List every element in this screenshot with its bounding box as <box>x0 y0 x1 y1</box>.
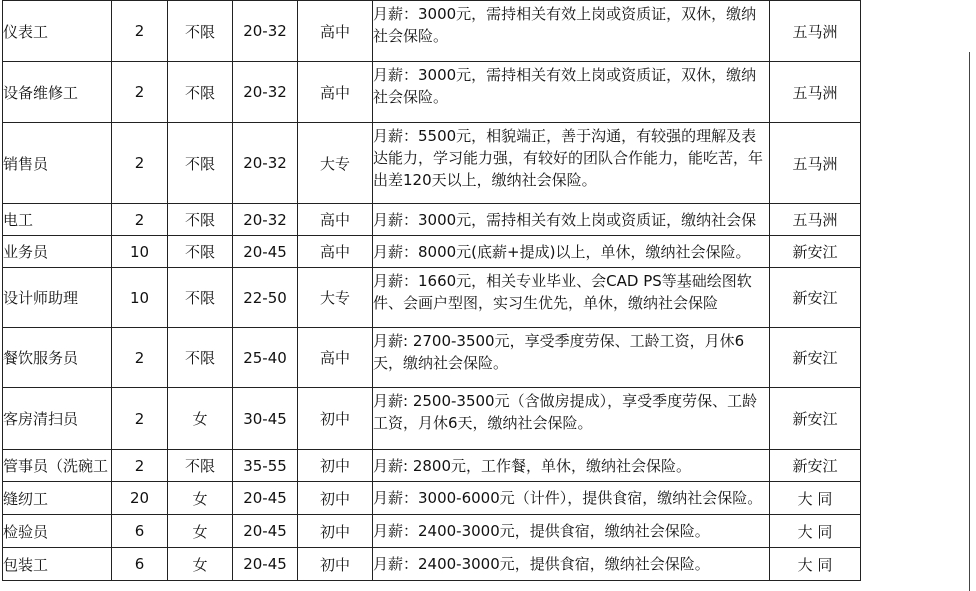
description-cell <box>373 62 770 123</box>
headcount-cell: 6 <box>112 515 168 548</box>
education-cell: 初中 <box>298 388 373 450</box>
headcount-cell: 2 <box>112 388 168 450</box>
description-text: 月薪: 2700-3500元，享受季度劳保、工龄工资，月休6天，缴纳社会保险。 <box>373 332 745 372</box>
age-range-cell: 20-32 <box>233 62 298 123</box>
headcount-cell: 20 <box>112 482 168 515</box>
job-title-cell: 业务员 <box>3 236 112 268</box>
gender-cell: 不限 <box>168 1 233 62</box>
gender-cell: 不限 <box>168 236 233 268</box>
gender-cell: 女 <box>168 548 233 581</box>
gender-cell: 不限 <box>168 328 233 388</box>
description-cell <box>373 123 770 204</box>
education-cell: 大专 <box>298 268 373 328</box>
description-text: 月薪：2400-3000元，提供食宿，缴纳社会保险。 <box>373 555 710 573</box>
description-cell <box>373 236 770 268</box>
education-cell: 初中 <box>298 450 373 482</box>
job-title-cell: 设计师助理 <box>3 268 112 328</box>
job-title-cell: 仪表工 <box>3 1 112 62</box>
education-cell: 高中 <box>298 236 373 268</box>
education-cell: 初中 <box>298 548 373 581</box>
age-range-cell: 20-32 <box>233 204 298 236</box>
age-range-cell: 25-40 <box>233 328 298 388</box>
education-cell: 高中 <box>298 204 373 236</box>
headcount-cell: 2 <box>112 328 168 388</box>
age-range-cell: 30-45 <box>233 388 298 450</box>
description-text: 月薪：5500元，相貌端正，善于沟通，有较强的理解及表达能力，学习能力强，有较好的团队合作能力，能吃苦，年出差120天以上，缴纳社会保险。 <box>373 127 764 189</box>
description-text: 月薪: 2800元，工作餐，单休，缴纳社会保险。 <box>373 456 691 475</box>
table-row <box>3 328 861 388</box>
education-cell: 高中 <box>298 1 373 62</box>
education-cell: 初中 <box>298 482 373 515</box>
education-cell: 大专 <box>298 123 373 204</box>
age-range-cell: 20-45 <box>233 548 298 581</box>
location-cell: 新安江 <box>770 236 861 268</box>
age-range-cell: 20-45 <box>233 236 298 268</box>
gender-cell: 女 <box>168 482 233 515</box>
age-range-cell: 22-50 <box>233 268 298 328</box>
location-cell: 新安江 <box>770 388 861 450</box>
table-row <box>3 388 861 450</box>
location-cell: 五马洲 <box>770 62 861 123</box>
age-range-cell: 20-45 <box>233 482 298 515</box>
headcount-cell: 10 <box>112 268 168 328</box>
headcount-cell: 2 <box>112 62 168 123</box>
description-text: 月薪：3000元，需持相关有效上岗或资质证，双休，缴纳社会保险。 <box>373 4 757 45</box>
description-text: 月薪：3000-6000元（计件），提供食宿，缴纳社会保险。 <box>373 489 763 507</box>
table-row <box>3 548 861 581</box>
description-cell <box>373 268 770 328</box>
headcount-cell: 2 <box>112 450 168 482</box>
job-title-cell: 设备维修工 <box>3 62 112 123</box>
gender-cell: 不限 <box>168 204 233 236</box>
description-cell <box>373 515 770 548</box>
gender-cell: 不限 <box>168 450 233 482</box>
description-cell <box>373 328 770 388</box>
location-cell: 大 同 <box>770 482 861 515</box>
gender-cell: 不限 <box>168 62 233 123</box>
job-title-cell: 销售员 <box>3 123 112 204</box>
table-row <box>3 515 861 548</box>
job-table-body <box>3 1 861 581</box>
education-cell: 高中 <box>298 62 373 123</box>
age-range-cell: 20-32 <box>233 123 298 204</box>
job-title-cell: 餐饮服务员 <box>3 328 112 388</box>
headcount-cell: 10 <box>112 236 168 268</box>
table-row <box>3 268 861 328</box>
table-row <box>3 204 861 236</box>
description-cell <box>373 482 770 515</box>
table-row <box>3 62 861 123</box>
gender-cell: 女 <box>168 388 233 450</box>
table-row <box>3 482 861 515</box>
headcount-cell: 2 <box>112 1 168 62</box>
description-text: 月薪：2400-3000元，提供食宿，缴纳社会保险。 <box>373 522 710 540</box>
description-text: 月薪：3000元，需持相关有效上岗或资质证，缴纳社会保 <box>373 210 757 229</box>
age-range-cell: 20-32 <box>233 1 298 62</box>
description-text: 月薪：8000元(底薪+提成)以上，单休，缴纳社会保险。 <box>373 242 751 261</box>
gender-cell: 不限 <box>168 268 233 328</box>
age-range-cell: 35-55 <box>233 450 298 482</box>
job-title-cell: 检验员 <box>3 515 112 548</box>
table-row <box>3 450 861 482</box>
education-cell: 初中 <box>298 515 373 548</box>
table-row <box>3 123 861 204</box>
job-title-cell: 包装工 <box>3 548 112 581</box>
gender-cell: 不限 <box>168 123 233 204</box>
location-cell: 五马洲 <box>770 204 861 236</box>
description-text: 月薪：1660元，相关专业毕业、会CAD PS等基础绘图软件、会画户型图，实习生优先，单休，缴纳社会保险 <box>373 272 752 312</box>
location-cell: 新安江 <box>770 450 861 482</box>
table-row <box>3 236 861 268</box>
headcount-cell: 6 <box>112 548 168 581</box>
headcount-cell: 2 <box>112 204 168 236</box>
location-cell: 大 同 <box>770 548 861 581</box>
age-range-cell: 20-45 <box>233 515 298 548</box>
location-cell: 五马洲 <box>770 1 861 62</box>
job-title-cell: 管事员（洗碗工 <box>3 450 112 482</box>
location-cell: 大 同 <box>770 515 861 548</box>
description-cell <box>373 204 770 236</box>
education-cell: 高中 <box>298 328 373 388</box>
job-title-cell: 客房清扫员 <box>3 388 112 450</box>
description-cell <box>373 450 770 482</box>
location-cell: 新安江 <box>770 328 861 388</box>
gender-cell: 女 <box>168 515 233 548</box>
description-cell <box>373 548 770 581</box>
headcount-cell: 2 <box>112 123 168 204</box>
job-title-cell: 缝纫工 <box>3 482 112 515</box>
description-text: 月薪：3000元，需持相关有效上岗或资质证，双休，缴纳社会保险。 <box>373 65 757 106</box>
location-cell: 新安江 <box>770 268 861 328</box>
job-table <box>2 0 861 581</box>
table-row <box>3 1 861 62</box>
page-edge-divider <box>969 52 970 591</box>
location-cell: 五马洲 <box>770 123 861 204</box>
description-cell <box>373 388 770 450</box>
job-title-cell: 电工 <box>3 204 112 236</box>
description-cell <box>373 1 770 62</box>
description-text: 月薪: 2500-3500元（含做房提成），享受季度劳保、工龄工资，月休6天，缴纳社会保险。 <box>373 392 758 432</box>
